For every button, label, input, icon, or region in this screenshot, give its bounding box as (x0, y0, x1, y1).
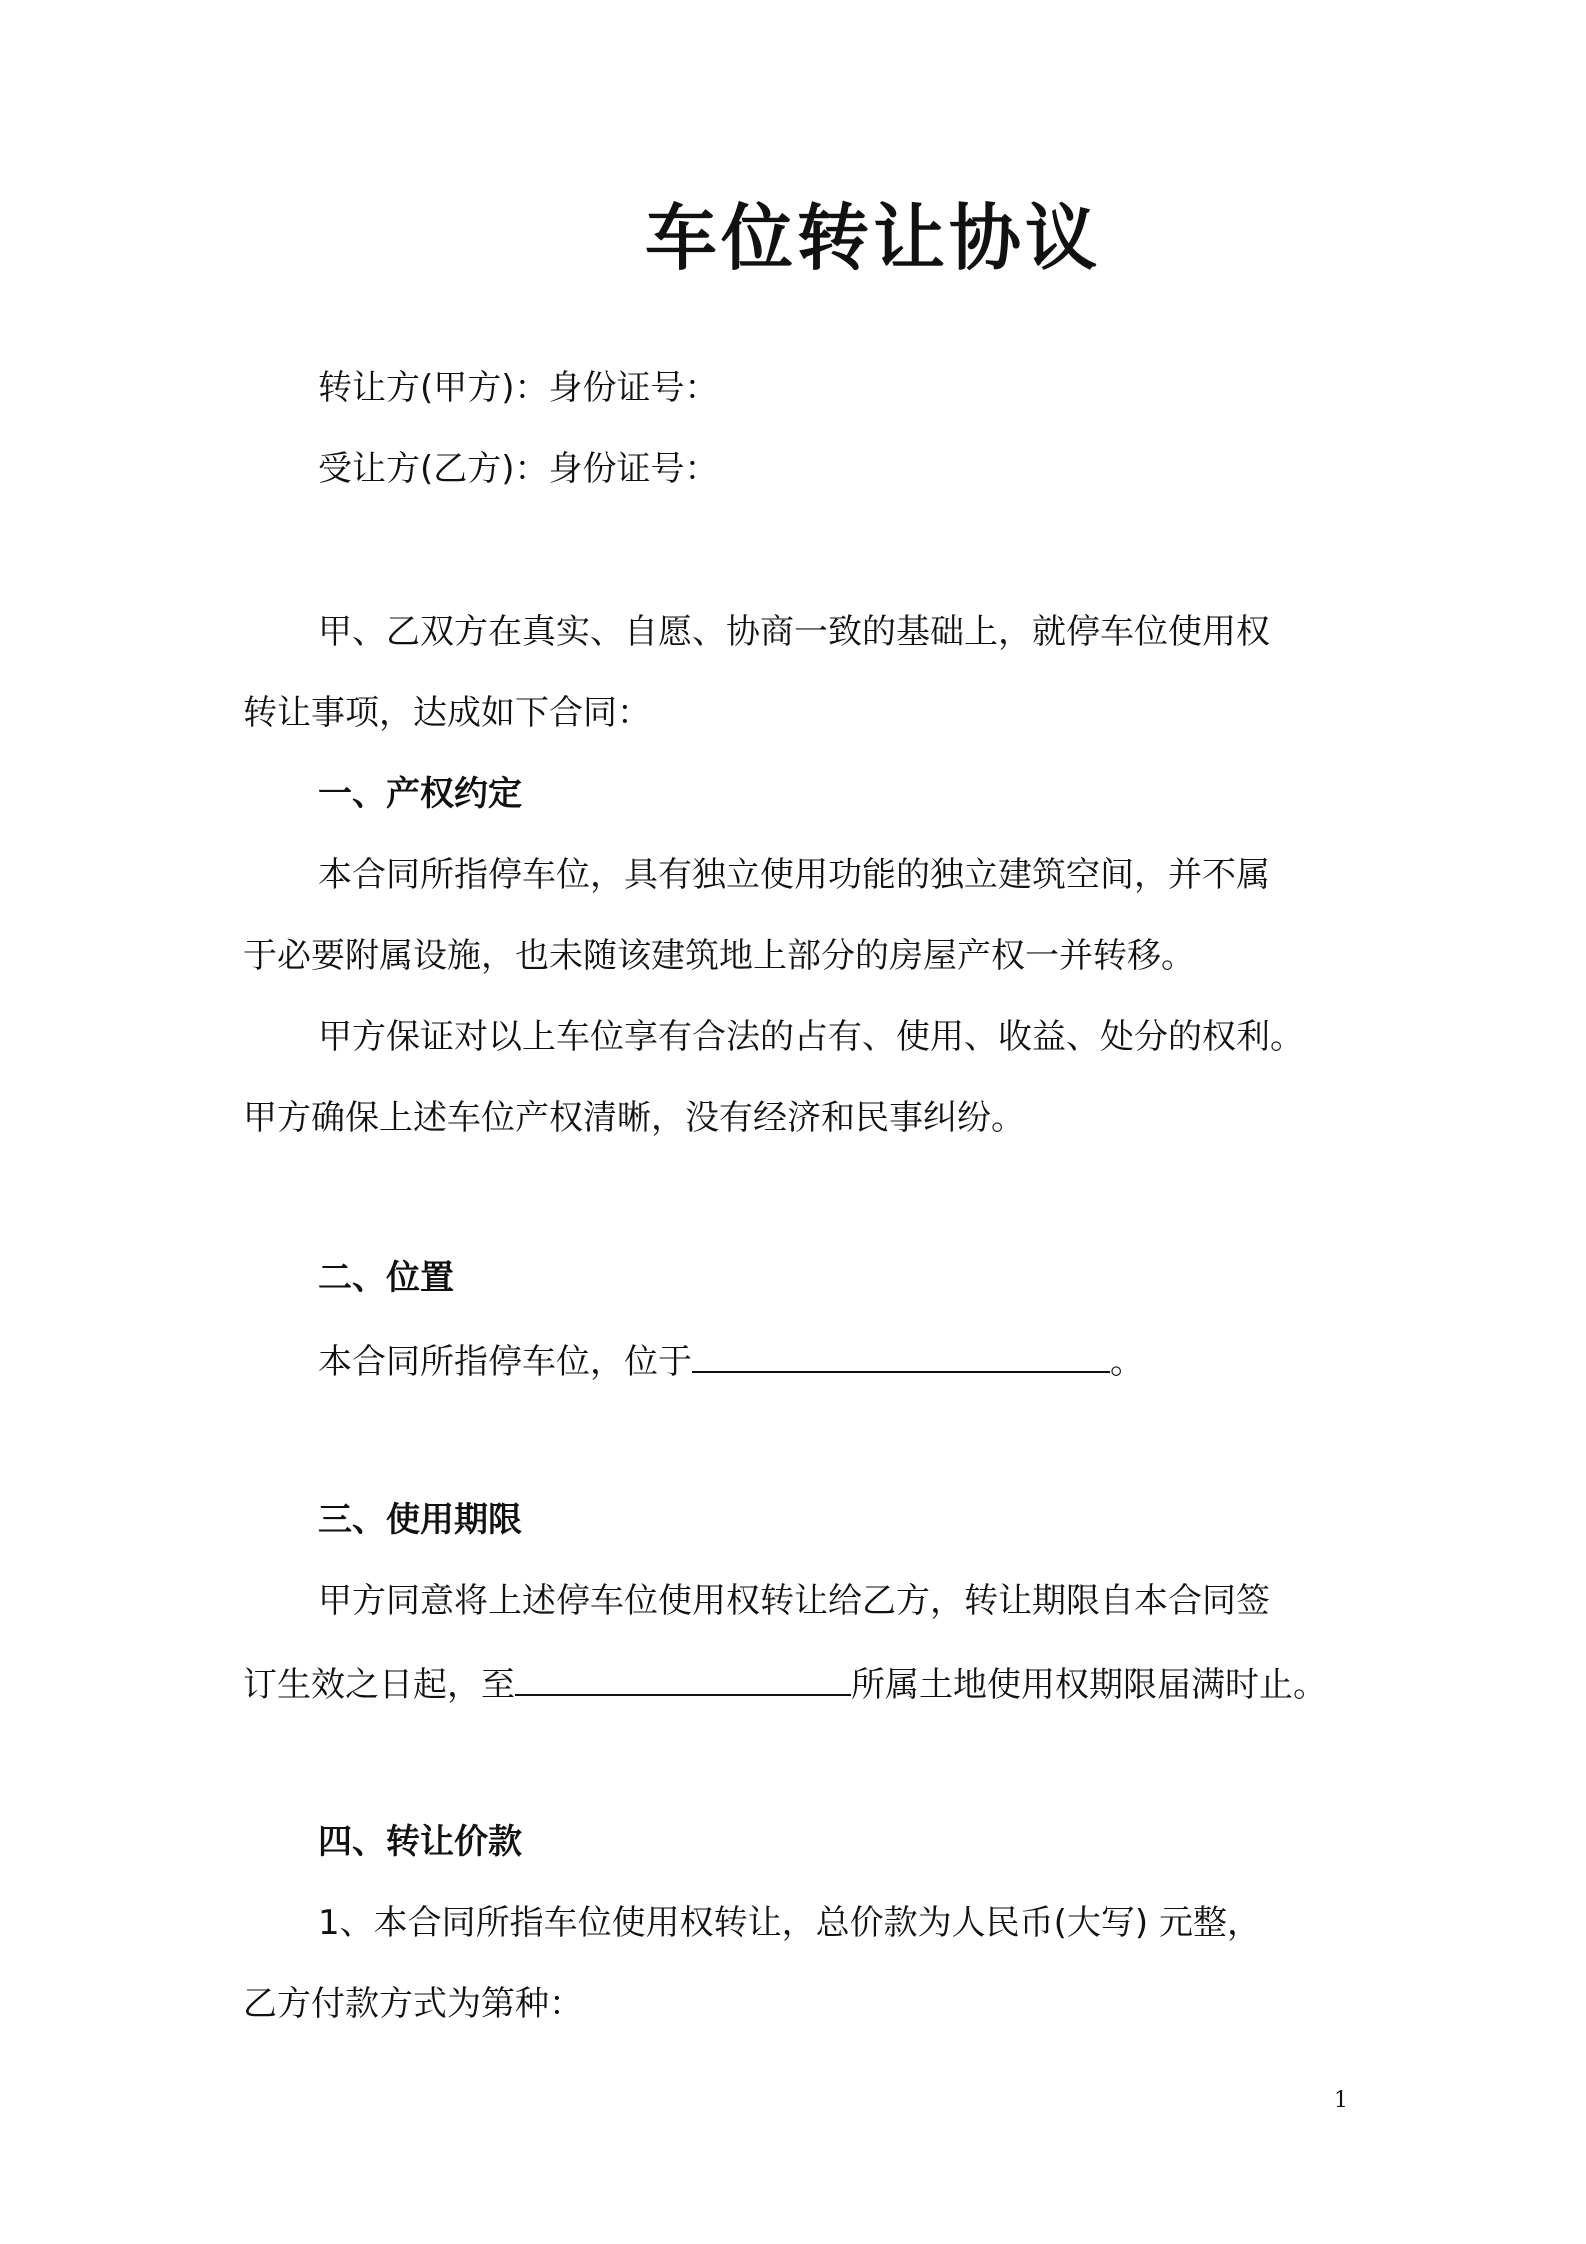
section-1-para-2-line-2: 甲方确保上述车位产权清晰，没有经济和民事纠纷。 (243, 1098, 1025, 1138)
section-1-para-1-line-2: 于必要附属设施，也未随该建筑地上部分的房屋产权一并转移。 (243, 936, 1195, 976)
location-label: 本合同所指停车位，位于 (318, 1342, 692, 1382)
term-end-blank[interactable] (515, 1660, 851, 1696)
section-3-line-2 (243, 1660, 1327, 1707)
section-4-heading: 四、转让价款 (318, 1822, 522, 1862)
section-4-item-1-line-2: 乙方付款方式为第种： (243, 1984, 583, 2024)
term-label: 订生效之日起，至 (243, 1665, 515, 1705)
term-suffix: 所属土地使用权期限届满时止。 (851, 1665, 1327, 1705)
preamble-line-2: 转让事项，达成如下合同： (243, 693, 651, 733)
location-blank[interactable] (692, 1337, 1110, 1373)
section-1-heading: 一、产权约定 (318, 774, 522, 814)
section-3-heading: 三、使用期限 (318, 1500, 522, 1540)
location-period: 。 (1110, 1342, 1144, 1382)
section-2-location-line (318, 1337, 1144, 1384)
transferor-line: 转让方(甲方)：身份证号： (318, 368, 719, 408)
transferee-line: 受让方(乙方)：身份证号： (318, 449, 719, 489)
section-3-line-1: 甲方同意将上述停车位使用权转让给乙方，转让期限自本合同签 (318, 1581, 1270, 1621)
document-title: 车位转让协议 (644, 196, 1101, 280)
preamble-line-1: 甲、乙双方在真实、自愿、协商一致的基础上，就停车位使用权 (318, 612, 1270, 652)
section-4-item-1-line-1: 1、本合同所指车位使用权转让，总价款为人民币(大写) 元整， (318, 1903, 1261, 1943)
section-1-para-1-line-1: 本合同所指停车位，具有独立使用功能的独立建筑空间，并不属 (318, 855, 1270, 895)
section-1-para-2-line-1: 甲方保证对以上车位享有合法的占有、使用、收益、处分的权利。 (318, 1017, 1304, 1057)
section-2-heading: 二、位置 (318, 1258, 454, 1298)
page-number: 1 (1334, 2088, 1348, 2113)
